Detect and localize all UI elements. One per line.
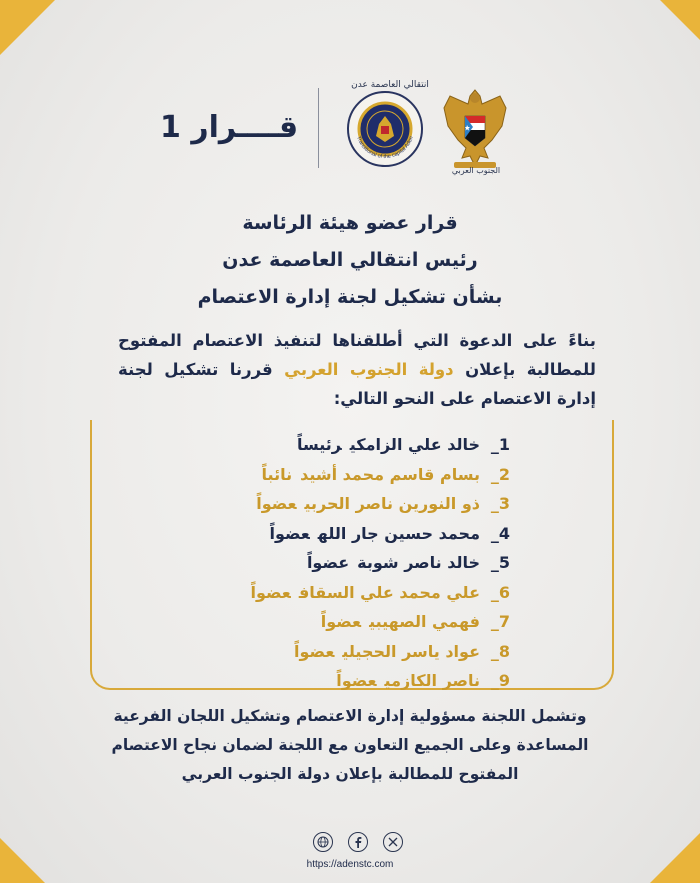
member-item [200,489,510,519]
member-item [200,430,510,460]
member-name: علي محمد علي السقاف [298,582,480,602]
heading-line-1: قرار عضو هيئة الرئاسة [242,212,458,234]
intro-highlight: دولة الجنوب العربي [284,360,454,379]
member-item [200,548,510,578]
member-role: عضواً [336,671,377,690]
council-seal-logo [346,90,424,168]
member-name: فهمي الصهيبي [369,612,480,631]
heading-line-2: رئيس انتقالي العاصمة عدن [222,249,478,271]
corner-decoration-bottom-right [650,833,700,883]
closing-paragraph: وتشمل اللجنة مسؤولية إدارة الاعتصام وتشكيل اللجان الفرعية المساعدة وعلى الجميع التعاون مع اللجنة لضمان نجاح الاعتصام المفتوح للمطالبة بإعلان دولة الجنوب العربي [111,707,589,783]
member-number: 2_ [490,464,510,484]
facebook-icon[interactable] [348,832,368,852]
member-number: 4_ [490,523,510,543]
member-role: رئيساً [296,435,342,454]
member-role: عضواً [250,582,291,602]
member-name: عواد ياسر الحجيلي [342,641,480,661]
decision-heading [0,205,700,316]
heading-line-3: بشأن تشكيل لجنة إدارة الاعتصام [197,286,503,308]
x-icon[interactable] [383,832,403,852]
member-number: 8_ [490,641,510,661]
seal-bottom-label: Transitional of the capital Aden [355,135,415,161]
member-item [200,460,510,490]
corner-decoration-top-left [0,0,55,55]
member-role: عضواً [256,494,297,513]
member-item [200,666,510,696]
member-role: نائباً [261,464,293,484]
member-name: خالد علي الزامكي [349,435,480,454]
member-role: عضواً [269,523,310,543]
member-number: 9_ [490,671,510,690]
website-link[interactable]: https://adenstc.com [306,859,394,870]
member-number: 3_ [490,494,510,513]
intro-text-part2: قررنا تشكيل لجنة إدارة الاعتصام على النحو التالي: [118,360,596,408]
member-number: 6_ [490,582,510,602]
eagle-emblem-logo [440,86,510,176]
member-name: بسام قاسم محمد أشيد [300,464,480,484]
decision-number-title: قــــرار 1 [160,110,299,145]
social-icons [313,832,403,852]
intro-paragraph [118,326,596,413]
member-number: 7_ [490,612,510,631]
member-name: ذو النورين ناصر الحربي [304,494,480,513]
member-role: عضواً [320,612,362,631]
globe-icon[interactable] [313,832,333,852]
member-name: خالد ناصر شوبة [357,553,480,572]
member-number: 5_ [490,553,510,572]
intro-text-part1: بناءً على الدعوة التي أطلقناها لتنفيذ الاعتصام المفتوح للمطالبة بإعلان [118,331,596,379]
member-item [200,519,510,549]
member-item [200,607,510,637]
member-item [200,637,510,667]
member-role: عضواً [294,641,335,661]
member-number: 1_ [490,435,510,454]
member-name: ناصر الكازمي [384,671,480,690]
members-list [200,430,510,696]
eagle-emblem-label: الجنوب العربي [451,166,501,175]
header-divider [318,88,319,168]
member-name: محمد حسين جار الله [317,523,480,543]
member-role: عضواً [306,553,350,572]
corner-decoration-top-right [660,0,700,40]
member-item [200,578,510,608]
seal-top-label: انتقالي العاصمة عدن [351,80,429,90]
